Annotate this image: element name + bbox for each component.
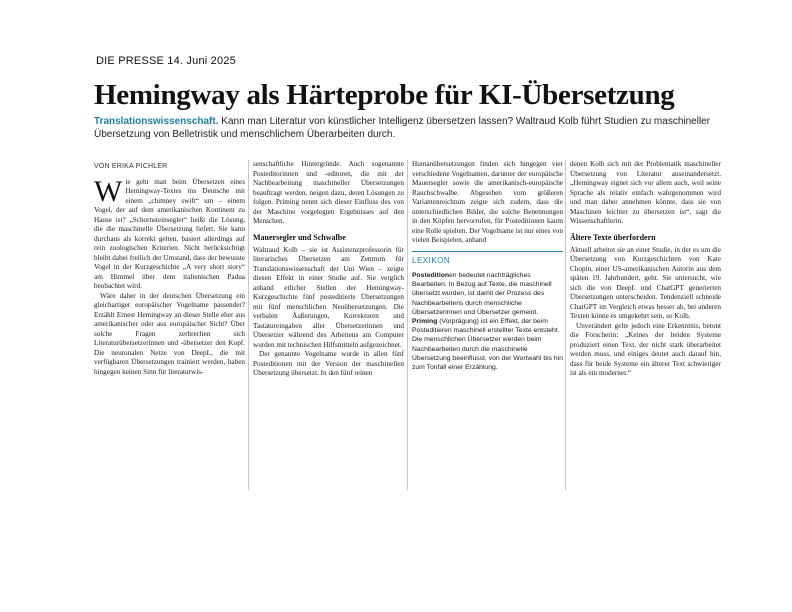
lexikon-box [412,271,563,372]
column-divider [407,160,408,490]
lead-text: Kann man Literatur von künstlicher Intelligenz übersetzen lassen? Waltraud Kolb führt Studien zu maschineller Übersetzung von Belletristik und menschlichem Überarbeiten durch. [94,116,711,140]
lexikon-definition: en bedeutet nachträgliches Bearbeiten. In Bezug auf Texte, die maschinell übersetzt wurden, ist damit der Prozess des Nachbearbeitens durch menschliche Übersetzerinnen und Übersetzer gemeint. [412,272,552,316]
article-column-1 [94,160,245,540]
drop-cap: W [94,174,123,208]
paragraph: Der genannte Vogelname wurde in allen fünf Posteditionen mit der Version der maschinellen Übersetzung übersetzt. In den fünf reinen [253,350,404,377]
subheading: Ältere Texte überfordern [570,232,656,242]
article-body [94,160,721,540]
article-column-3 [412,160,563,540]
paragraph: senschaftliche Hintergründe. Auch sogenannte Posteditorinnen und -editoren, die mit der Nachbearbeitung maschineller Übersetzungen beauftragt werden, neigen dazu, deren Lösungen zu folgen. Priming nennt sich dieser Einfluss des von der Maschine vorgelegten Ergebnisses auf den Menschen. [253,160,404,225]
lead-rubric: Translationswissenschaft. [94,116,219,127]
column-divider [565,160,566,490]
subheading: Mauersegler und Schwalbe [253,232,346,242]
lexikon-definition: (Vorprägung) ist ein Effekt, der beim Posteditieren maschinell erstellter Texte entsteht. Die menschlichen Übersetzer werden beim Nachbearbeiten durch die maschinelle Übersetzung beeinflusst, von der Wortwahl bis hin zum Tonfall einer Erzählung. [412,318,563,372]
lexikon-term: Postedition [412,272,450,279]
paragraph [94,174,245,292]
paragraph: denen Kolb sich mit der Problematik maschineller Übersetzung von Literatur auseinandersetzt. „Hemingway eignet sich vor allem auch, weil seine Sprache als relativ einfach wahrgenommen wird und man daher annehmen könnte, dass sie von Maschinen leichter zu übersetzen ist“, sagt die Wissenschaftlerin. [570,160,721,225]
lexikon-title: LEXIKON [412,255,451,265]
column-divider [248,160,249,490]
paragraph: Wäre daher in der deutschen Übersetzung ein gleichartiger europäischer Vogelname passender? Erzählt Ernest Hemingway an dieser Stelle eher aus amerikanischer oder aus europäischer Sicht? Über solche Fragen zerbrechen sich Literaturübersetzerinnen und -übersetzer den Kopf. Die neuronalen Netze von DeepL, die mit verfügbaren Übersetzungen trainiert werden, haben hingegen keinen Sinn für literaturwis- [94,291,245,376]
masthead: DIE PRESSE 14. Juni 2025 [96,55,236,67]
article-column-4 [570,160,721,540]
lexikon-entry [412,317,563,372]
article-column-2 [253,160,404,540]
lexikon-term: Priming [412,318,438,326]
paragraph: Aktuell arbeitet sie an einer Studie, in der es um die Übersetzung von Kurzgeschichten von Kate Chopin, einer US-amerikanischen Autorin aus dem späten 19. Jahrhundert, geht. Sie untersucht, wie sich die von DeepL und ChatGPT generierten Übersetzungen unterscheiden. Tendenziell schneide ChatGPT im Vergleich etwas besser ab, bei anderen Texten könne es umgekehrt sein, so Kolb. [570,245,721,320]
paragraph: Waltraud Kolb – sie ist Assistenzprofessorin für literarisches Übersetzen am Zentrum für Translationswissenschaft der Uni Wien – zeigte diesen Effekt in einer Studie auf. Sie verglich anhand etlicher Stellen der Hemingway-Kurzgeschichte fünf posteditierte Übersetzungen mit fünf menschlichen Neuübersetzungen. Die verbalen Äußerungen, Korrekturen und Tastatureingaben aller Übersetzerinnen und Übersetzer während des Arbeitens am Computer wurden mit technischen Hilfsmitteln aufgezeichnet. [253,245,404,349]
lexikon-rule [412,251,563,252]
paragraph: Unverändert gelte jedoch eine Erkenntnis, betont die Forscherin: „Keines der beiden Systeme produziert einen Text, der nicht stark überarbeitet werden muss, und einiges deutet auch darauf hin, dass für beide Systeme ein älterer Text schwieriger ist als ein moderner.“ [570,321,721,377]
headline: Hemingway als Härteprobe für KI-Übersetzung [94,79,675,111]
paragraph: Humanübersetzungen finden sich hingegen vier verschiedene Vogelnamen, darunter der europäische Mauersegler sowie die amerikanisch-europäische Rauchschwalbe. Abgesehen vom größeren Variantenreichtum zeigte sich zudem, dass die unterschiedlichen Bilder, die solche Benennungen in den Köpfen hervorrufen, für Posteditionen kaum eine Rolle spielten. Der Vogelname ist nur eines von vielen Beispielen, anhand [412,160,563,244]
byline: VON ERIKA PICHLER [94,163,168,170]
lead-paragraph [94,115,714,141]
paragraph-text: ie geht man beim Übersetzen eines Hemingway-Textes ins Deutsche mit einem „chimney swift“ um – einem Vogel, der auf dem amerikanischen Kontinent zu Hause ist? „Schornsteinsegler“ heißt die Lösung, die die maschinelle Übersetzung liefert. Sie kann durchaus als korrekt gelten, basiert allerdings auf rein zoologischen Kriterien. Nicht berücksichtigt bleibt dabei freilich der Umstand, dass der bewusste Vogel in der Kurzgeschichte „A very short story“ am Himmel über dem italienischen Padua beobachtet wird. [94,177,245,290]
lexikon-entry [412,271,563,317]
